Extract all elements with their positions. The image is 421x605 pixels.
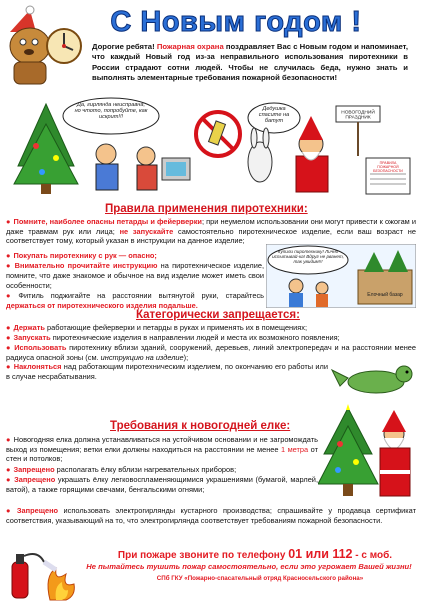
list-item: ● Новогодняя елка должна устанавливаться на устойчивом основании и не загромождать выход из помещения; ветки елки должны находиться на расстоянии не менее 1 метра от стен и потолков;: [6, 435, 318, 464]
list-item: ● Использовать пиротехнику вблизи зданий, сооружений, деревьев, линий электропередач и на расстоянии менее радиуса опасной зоны (см. инструкцию на изделие);: [6, 343, 417, 363]
list-item: ● Помните, наиболее опасны петарды и фейерверки; при неумелом использовании они могут привести к ожогам и даже травмам рук или лица; не запускайте самостоятельно пиротехническое изделие, если ваш возраст не соответствует тому, который указан в инструкции на данное изделие;: [6, 217, 417, 246]
list-item: ● Запрещено располагать ёлку вблизи нагревательных приборов;: [6, 464, 237, 474]
safety-warning: Не пытайтесь тушить пожар самостоятельно, если это угрожает Вашей жизни!: [86, 562, 412, 571]
fireworks-comic: [266, 244, 416, 308]
bubble-2-text: Дедушка спасите на батут: [258, 106, 290, 124]
section-forbidden-title: Категорически запрещается:: [136, 309, 300, 321]
section-pyrotechnics-title: Правила применения пиротехники:: [105, 203, 308, 215]
section-tree-title: Требования к новогодней елке:: [110, 420, 291, 432]
page-title: С Новым годом !: [110, 6, 362, 38]
bubble-3-text: Купили пиротехнику! Лично испытывай-ка! Вдруг не рванет, так увидим!!!: [272, 249, 344, 264]
section-forbidden-list-2: [6, 362, 328, 382]
cat-with-clock-illustration: [2, 2, 88, 88]
section-tree-list-2: [6, 506, 416, 526]
fire-extinguisher-illustration: [4, 540, 88, 602]
list-item: ● Запрещено использовать электрогирлянды кустарного производства; спрашивайте у продавца сертификат соответствия, указывающий на то, что электрогирлянда соответствует требованиям пожарной безопасности.: [6, 506, 417, 525]
list-item: ● Запускать пиротехнические изделия в направлении людей и места их возможного появления;: [6, 333, 340, 343]
poster-text: ПРАВИЛА ПОЖАРНОЙ БЕЗОПАСНОСТИ: [373, 161, 403, 173]
list-item: ● Фитиль поджигайте на расстоянии вытянутой руки, старайтесь держаться от пиротехнического изделия подальше.: [6, 290, 265, 310]
stall-sign: Елочный базар: [367, 292, 403, 298]
list-item: ● Наклоняться над работающим пиротехническим изделием, по окончанию его работы или в случае несрабатывания.: [6, 362, 328, 381]
section-tree-list: [6, 435, 318, 495]
section-pyrotechnics-list-2: [6, 251, 264, 311]
section-pyrotechnics-list: [6, 217, 416, 247]
intro-text: Дорогие ребята! Пожарная охрана поздравляет Вас с Новым годом и напоминает, что каждый Новый год из-за неправильного использования пиротехники в России страдают сотни людей. Чтобы не случилась беда, нужно знать и выполнять элементарные требования пожарной безопасности!: [92, 42, 408, 83]
list-item: ● Держать работающие фейерверки и петарды в руках и применять их в помещениях;: [6, 323, 308, 332]
list-item: ● Покупать пиротехнику с рук — опасно;: [6, 251, 157, 260]
dragon-illustration: [330, 356, 416, 396]
comic-illustrations: [6, 96, 418, 198]
list-item: ● Внимательно прочитайте инструкцию на пиротехническое изделие, помните, что даже знакомое и обычное на вид изделие может иметь свои особенности;: [6, 261, 265, 290]
bubble-1-text: Да, гирлянда неисправна, но чтото, попробуйте, как искрит!!!: [74, 102, 148, 120]
santa-tree-illustration: [318, 404, 418, 504]
list-item: ● Запрещено украшать ёлку легковоспламеняющимися украшениями (бумагой, марлей, ватой), а также горящими свечами, бенгальскими огнями;: [6, 474, 318, 494]
emergency-phone-line: При пожаре звоните по телефону 01 или 112 - с моб.: [117, 547, 393, 561]
sign-text: НОВОГОДНИЙ ПРАЗДНИК: [341, 110, 375, 121]
organization-name: СПб ГКУ «Пожарно-спасательный отряд Красносельского района»: [156, 575, 364, 582]
